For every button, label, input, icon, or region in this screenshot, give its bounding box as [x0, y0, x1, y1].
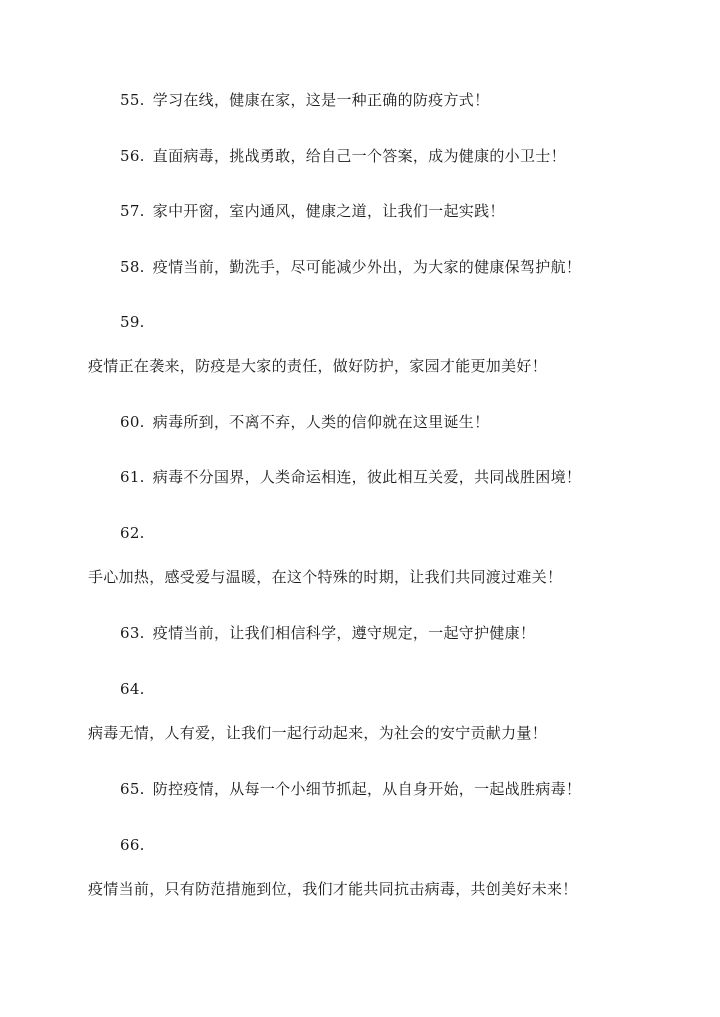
list-item-number-only [120, 523, 145, 543]
item-text: 手心加热，感受爱与温暖，在这个特殊的时期，让我们共同渡过难关！ [88, 568, 563, 586]
list-item [120, 257, 581, 277]
item-number: 63. [120, 624, 145, 642]
list-item-text-wrapped [88, 356, 547, 376]
list-item [120, 146, 566, 166]
list-item [120, 623, 535, 643]
item-number: 66. [120, 836, 145, 854]
item-number: 60. [120, 413, 145, 431]
item-number: 61. [120, 468, 145, 486]
list-item-number-only [120, 835, 145, 855]
item-text: 学习在线，健康在家，这是一种正确的防疫方式！ [152, 91, 490, 109]
item-number: 65. [120, 780, 145, 798]
list-item [120, 201, 505, 221]
list-item-number-only [120, 312, 145, 332]
item-text: 疫情当前，只有防范措施到位，我们才能共同抗击病毒，共创美好未来！ [88, 880, 578, 898]
item-text: 直面病毒，挑战勇敢，给自己一个答案，成为健康的小卫士！ [152, 147, 566, 165]
item-number: 64. [120, 680, 145, 698]
item-number: 62. [120, 524, 145, 542]
list-item [120, 779, 581, 799]
item-number: 59. [120, 313, 145, 331]
item-number: 58. [120, 258, 145, 276]
list-item-text-wrapped [88, 567, 562, 587]
item-number: 55. [120, 91, 145, 109]
list-item [120, 412, 489, 432]
list-item-text-wrapped [88, 879, 578, 899]
item-text: 防控疫情，从每一个小细节抓起，从自身开始，一起战胜病毒！ [152, 780, 582, 798]
item-number: 57. [120, 202, 145, 220]
item-text: 疫情当前，勤洗手，尽可能减少外出，为大家的健康保驾护航！ [152, 258, 582, 276]
list-item [120, 467, 581, 487]
list-item-text-wrapped [88, 723, 547, 743]
item-text: 病毒无情，人有爱，让我们一起行动起来，为社会的安宁贡献力量！ [88, 724, 548, 742]
item-text: 疫情当前，让我们相信科学，遵守规定，一起守护健康！ [152, 624, 536, 642]
item-text: 病毒不分国界，人类命运相连，彼此相互关爱，共同战胜困境！ [152, 468, 582, 486]
item-text: 家中开窗，室内通风，健康之道，让我们一起实践！ [152, 202, 505, 220]
item-text: 疫情正在袭来，防疫是大家的责任，做好防护，家园才能更加美好！ [88, 357, 548, 375]
list-item-number-only [120, 679, 145, 699]
item-number: 56. [120, 147, 145, 165]
item-text: 病毒所到，不离不弃，人类的信仰就在这里诞生！ [152, 413, 490, 431]
list-item [120, 90, 489, 110]
